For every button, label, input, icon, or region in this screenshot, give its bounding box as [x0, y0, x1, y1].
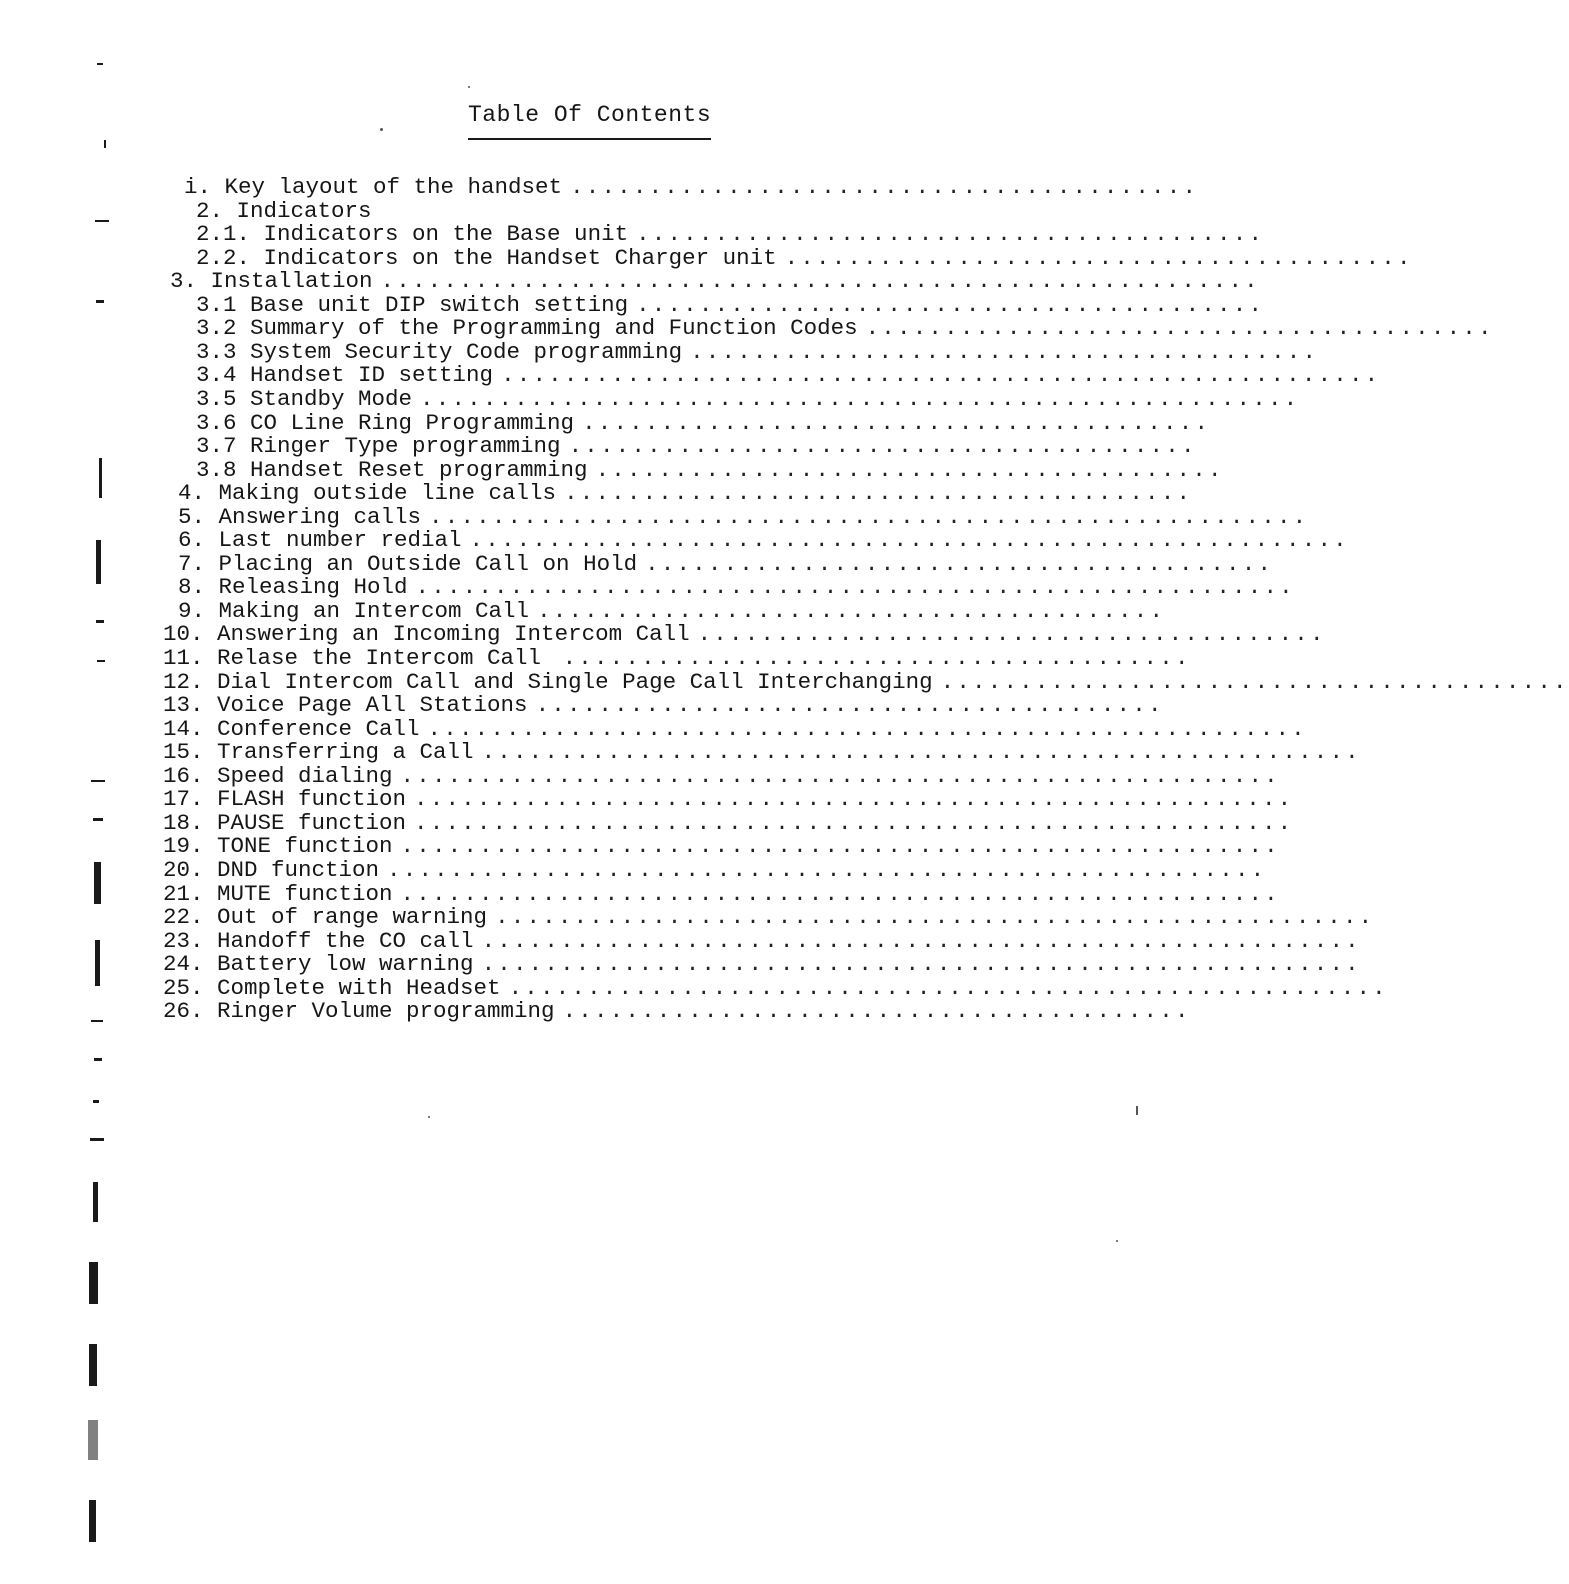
toc-dot-leader: ........................................................ — [414, 786, 1294, 813]
toc-entry-label: 13. Voice Page All Stations — [163, 692, 528, 719]
toc-dot-leader: ........................................ — [568, 433, 1197, 460]
toc-entry-label: 3.7 Ringer Type programming — [196, 433, 561, 460]
toc-entry-label: 3.1 Base unit DIP switch setting — [196, 291, 629, 318]
toc-dot-leader: ........................................ — [645, 550, 1274, 577]
scan-speck — [380, 128, 383, 131]
toc-entry — [163, 621, 1326, 648]
toc-entry — [163, 715, 1307, 742]
toc-entry — [178, 550, 1274, 577]
toc-entry-label: 26. Ringer Volume programming — [163, 998, 555, 1025]
toc-entry — [163, 927, 1361, 954]
toc-entry-label: 23. Handoff the CO call — [163, 927, 474, 954]
scan-mark — [99, 458, 102, 498]
toc-dot-leader: ........................................ — [865, 315, 1494, 342]
toc-dot-leader: ........................................................ — [427, 715, 1307, 742]
toc-entry — [196, 338, 1319, 365]
toc-entry-label: 8. Releasing Hold — [178, 574, 408, 601]
toc-entry — [196, 409, 1211, 436]
toc-entry — [163, 762, 1280, 789]
toc-dot-leader: ........................................................ — [400, 880, 1280, 907]
toc-entry-label: 2. Indicators — [196, 197, 372, 224]
toc-entry — [196, 199, 1140, 223]
toc-entry — [196, 385, 1300, 412]
toc-entry-label: 19. TONE function — [163, 833, 393, 860]
toc-entry-label: 2.1. Indicators on the Base unit — [196, 221, 629, 248]
toc-entry-label: i. Key layout of the handset — [184, 174, 563, 200]
scan-mark — [91, 780, 105, 782]
toc-dot-leader: ........................................................ — [414, 809, 1294, 836]
scan-mark — [94, 1058, 102, 1061]
toc-entry-label: 6. Last number redial — [178, 527, 462, 554]
toc-entry-label: 3.4 Handset ID setting — [196, 362, 494, 389]
toc-entry-label: 21. MUTE function — [163, 880, 393, 907]
scan-speck — [1136, 1106, 1138, 1115]
toc-dot-leader: ........................................................ — [481, 951, 1361, 978]
toc-entry — [170, 268, 1260, 295]
toc-dot-leader: ........................................................ — [481, 739, 1361, 766]
scan-mark — [96, 620, 104, 623]
toc-dot-leader: ........................................................ — [469, 527, 1349, 554]
toc-dot-leader: ........................................ — [940, 668, 1569, 695]
toc-entry — [163, 645, 1191, 671]
toc-entry — [196, 221, 1265, 248]
toc-entry — [178, 480, 1193, 507]
toc-entry — [163, 786, 1294, 813]
toc-entry — [163, 833, 1280, 860]
toc-entry-label: 11. Relase the Intercom Call — [163, 645, 555, 671]
toc-dot-leader: ........................................ — [690, 338, 1319, 365]
toc-entry — [163, 974, 1388, 1001]
toc-dot-leader: ........................................................ — [495, 904, 1375, 931]
toc-entry — [163, 998, 1191, 1025]
toc-dot-leader: ........................................ — [570, 174, 1199, 200]
toc-dot-leader: ........................................................ — [420, 385, 1300, 412]
scan-mark — [93, 1182, 98, 1222]
scan-mark — [93, 818, 103, 821]
scan-mark — [97, 660, 105, 662]
toc-entry — [196, 456, 1224, 483]
toc-entry — [163, 692, 1164, 719]
toc-entry — [178, 503, 1309, 530]
toc-dot-leader: ........................................ — [564, 480, 1193, 507]
scan-mark — [90, 1138, 104, 1141]
toc-entry-label: 3.5 Standby Mode — [196, 385, 413, 412]
toc-dot-leader: ........................................ — [537, 597, 1166, 624]
toc-dot-leader: ........................................................ — [481, 927, 1361, 954]
toc-entry — [196, 362, 1381, 389]
toc-dot-leader: ........................................ — [535, 692, 1164, 719]
toc-dot-leader: ........................................................ — [501, 362, 1381, 389]
toc-entry — [163, 739, 1361, 766]
toc-dot-leader: ........................................ — [562, 645, 1191, 671]
toc-entry-label: 3.8 Handset Reset programming — [196, 456, 588, 483]
scan-mark — [96, 540, 101, 584]
toc-entry — [196, 244, 1413, 271]
toc-dot-leader: ........................................ — [636, 291, 1265, 318]
toc-entry — [196, 433, 1197, 460]
toc-entry — [196, 291, 1265, 318]
scan-mark — [89, 1500, 96, 1542]
scan-mark — [104, 140, 106, 148]
toc-entry — [178, 597, 1166, 624]
toc-dot-leader: ........................................................ — [429, 503, 1309, 530]
toc-dot-leader: ........................................ — [784, 244, 1413, 271]
toc-dot-leader: ........................................................ — [387, 856, 1267, 883]
scan-speck — [428, 1116, 430, 1118]
toc-entry — [163, 856, 1267, 883]
toc-entry — [178, 574, 1295, 601]
toc-entry-label: 9. Making an Intercom Call — [178, 597, 530, 624]
toc-dot-leader: ........................................ — [697, 621, 1326, 648]
toc-dot-leader: ........................................ — [636, 221, 1265, 248]
toc-entry-label: 10. Answering an Incoming Intercom Call — [163, 621, 690, 648]
toc-dot-leader: ........................................ — [595, 456, 1224, 483]
page-title: Table Of Contents — [468, 102, 711, 140]
toc-dot-leader: ........................................................ — [400, 833, 1280, 860]
toc-entry-label: 14. Conference Call — [163, 715, 420, 742]
toc-entry-label: 2.2. Indicators on the Handset Charger unit — [196, 244, 777, 271]
scan-mark — [95, 940, 100, 986]
toc-entry-label: 3.2 Summary of the Programming and Function Codes — [196, 315, 858, 342]
toc-entry-label: 3.3 System Security Code programming — [196, 338, 683, 365]
toc-entry-label: 18. PAUSE function — [163, 809, 407, 836]
scan-mark — [95, 220, 109, 222]
toc-entry — [163, 904, 1375, 931]
scan-speck — [468, 86, 470, 88]
scan-mark — [89, 1262, 98, 1304]
toc-entry-label: 24. Battery low warning — [163, 951, 474, 978]
toc-entry-label: 22. Out of range warning — [163, 904, 488, 931]
toc-entry — [196, 315, 1494, 342]
toc-dot-leader: ........................................................ — [415, 574, 1295, 601]
toc-entry-label: 4. Making outside line calls — [178, 480, 557, 507]
toc-dot-leader: ........................................ — [562, 998, 1191, 1025]
scan-mark — [94, 862, 101, 904]
scan-mark — [97, 63, 103, 65]
toc-dot-leader: ........................................................ — [400, 762, 1280, 789]
toc-entry-label: 3. Installation — [170, 268, 373, 295]
toc-entry-label: 25. Complete with Headset — [163, 974, 501, 1001]
scan-mark — [93, 1100, 99, 1103]
scan-mark — [88, 1420, 98, 1460]
toc-entry — [163, 668, 1569, 695]
toc-entry-label: 17. FLASH function — [163, 786, 407, 813]
toc-entry — [184, 174, 1199, 200]
toc-entry — [163, 951, 1361, 978]
scan-mark — [89, 1344, 97, 1386]
toc-entry-label: 20. DND function — [163, 856, 380, 883]
scan-speck — [1116, 1240, 1118, 1242]
toc-entry-label: 3.6 CO Line Ring Programming — [196, 409, 575, 436]
toc-entry — [163, 809, 1294, 836]
toc-dot-leader: ........................................................ — [380, 268, 1260, 295]
toc-entry — [163, 880, 1280, 907]
toc-entry-label: 16. Speed dialing — [163, 762, 393, 789]
toc-dot-leader: ........................................ — [582, 409, 1211, 436]
toc-dot-leader: ........................................................ — [508, 974, 1388, 1001]
toc-entry-label: 12. Dial Intercom Call and Single Page Call Interchanging — [163, 668, 933, 695]
toc-entry-label: 15. Transferring a Call — [163, 739, 474, 766]
toc-entry-label: 7. Placing an Outside Call on Hold — [178, 550, 638, 577]
toc-entry-label: 5. Answering calls — [178, 503, 422, 530]
toc-entry — [178, 527, 1349, 554]
scan-mark — [96, 300, 104, 303]
scan-mark — [91, 1020, 103, 1022]
